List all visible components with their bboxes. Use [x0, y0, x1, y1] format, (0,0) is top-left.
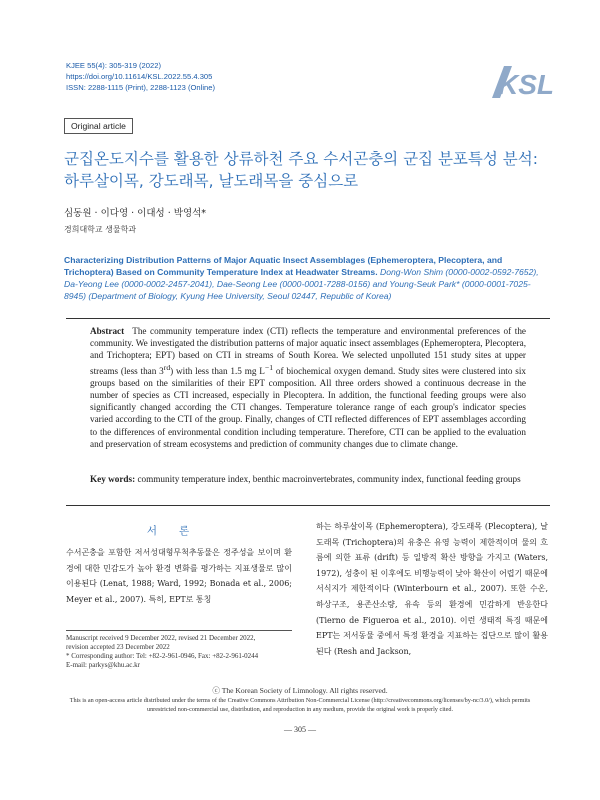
- ksl-logo: [490, 62, 554, 102]
- footnote-accepted: revision accepted 23 December 2022: [66, 643, 170, 651]
- abstract-text-1: The community temperature index (CTI) reflects the temperature and environmental preferences of the community. We investigated the distribution patterns of major aquatic insect assemblages (Ephemeroptera, Plecoptera, and Trichoptera; EPT) based on CTI in streams of South Korea. We selected unpolluted 151 study sites at upper streams (less than 3: [90, 326, 526, 376]
- svg-text:KSL: KSL: [498, 69, 554, 100]
- section-heading-introduction: 서론: [146, 525, 212, 537]
- english-authors: Dong-Won Shim (0000-0002-0592-7652), Da-Yeong Lee (0000-0002-2457-2041), Dae-Seong Lee (0000-0001-7288-0156) and Young-Seuk Park* (0000-0001-7025-8945) (Department of Biology, Kyung Hee University, Seoul 02447, Republic of Korea): [64, 267, 539, 301]
- footnote-email: E-mail: parkys@khu.ac.kr: [66, 661, 140, 669]
- footnote: [66, 634, 296, 670]
- issn: ISSN: 2288-1115 (Print), 2288-1123 (Online): [66, 83, 216, 92]
- english-title: Characterizing Distribution Patterns of Major Aquatic Insect Assemblages (Ephemeroptera, Plecoptera, and Trichoptera) Based on Community Temperature Index at Headwater Streams.: [64, 255, 503, 277]
- keywords-label: Key words:: [90, 474, 136, 484]
- korean-authors: 심동원 · 이다영 · 이대성 · 박영석*: [64, 208, 207, 219]
- article-type-badge: Original article: [64, 118, 133, 134]
- korean-affiliation: 경희대학교 생물학과: [64, 225, 137, 234]
- keywords: [90, 473, 530, 485]
- abstract-label: Abstract: [90, 326, 125, 336]
- page-number: — 305 —: [284, 725, 316, 734]
- copyright: ⓒ The Korean Society of Limnology. All rights reserved.: [212, 686, 388, 695]
- journal-citation: KJEE 55(4): 305-319 (2022): [66, 61, 161, 70]
- journal-info: [66, 60, 215, 93]
- license-text: This is an open-access article distributed under the terms of the Creative Commons Attribution Non-Commercial License (http://creativecommons.org/licenses/by-nc/3.0/), which permits unrestricted non-commercial use, distribution, and reproduction in any medium, provide the original work is properly cited.: [69, 697, 531, 713]
- footnote-divider: [66, 630, 292, 631]
- abstract-text-2: ) with less than 1.5 mg L: [170, 365, 265, 376]
- body-column-left: 수서곤충을 포함한 저서성대형무척추동물은 정주성을 보이며 환경에 대한 민감도가 높아 환경 변화를 평가하는 지표생물로 많이 이용된다 (Lenat, 1988; Ward, 1992; Bonada et al., 2006; Meyer et al., 2007). 특히, EPT로 통칭: [66, 548, 292, 604]
- abstract-sup-2: −1: [264, 362, 274, 372]
- footnote-received: Manuscript received 9 December 2022, revised 21 December 2022,: [66, 634, 256, 642]
- body-column-right: 하는 하루살이목 (Ephemeroptera), 강도래목 (Plecoptera), 날도래목 (Trichoptera)의 유충은 유영 능력이 제한적이며 물의 흐름에 의한 표류 (drift) 등 일방적 확산 방향을 가지고 (Waters, 1972), 성충이 된 이후에도 비행능력이 낮아 확산이 어렵기 때문에 서식지가 제한적이다 (Winterbourn et al., 2007). 또한 수온, 하상구조, 용존산소량, 유속 등의 환경에 민감하게 반응한다 (Tierno de Figueroa et al., 2010). 이런 생태적 특징 때문에 EPT는 저서동물 중에서 특정 환경을 지표하는 집단으로 많이 활용된다 (Resh and Jackson,: [316, 522, 548, 656]
- doi-link[interactable]: https://doi.org/10.11614/KSL.2022.55.4.305: [66, 72, 213, 81]
- korean-title: [64, 148, 544, 192]
- keywords-text: community temperature index, benthic macroinvertebrates, community index, functional feeding groups: [137, 474, 521, 484]
- abstract-sup-1: rd: [163, 362, 171, 372]
- abstract-text-3: of biochemical oxygen demand. Study sites were clustered into six groups based on the similarities of their EPT composition. All three orders showed a continuous decrease in the number of species as CTI increased, especially in Plecoptera. In addition, the functional feeding groups were also significantly changed according the CTI changes. Temperature tolerance range of each group's indicator species varied according to the CTI of the group. Finally, changes of CTI reflected differences of EPT assemblages according to the differences of environmental condition including temperature. Therefore, CTI can be applied to the evaluation and preservation of stream ecosystems and prediction of community changes due to climate change.: [90, 365, 526, 449]
- english-title-block: [64, 254, 548, 302]
- korean-title-line-1: 군집온도지수를 활용한 상류하천 주요 수서곤충의 군집 분포특성 분석:: [64, 150, 538, 168]
- korean-title-line-2: 하루살이목, 강도래목, 날도래목을 중심으로: [64, 172, 359, 190]
- footnote-corresponding: * Corresponding author: Tel: +82-2-961-0946, Fax: +82-2-961-0244: [66, 652, 259, 660]
- abstract: [90, 325, 526, 450]
